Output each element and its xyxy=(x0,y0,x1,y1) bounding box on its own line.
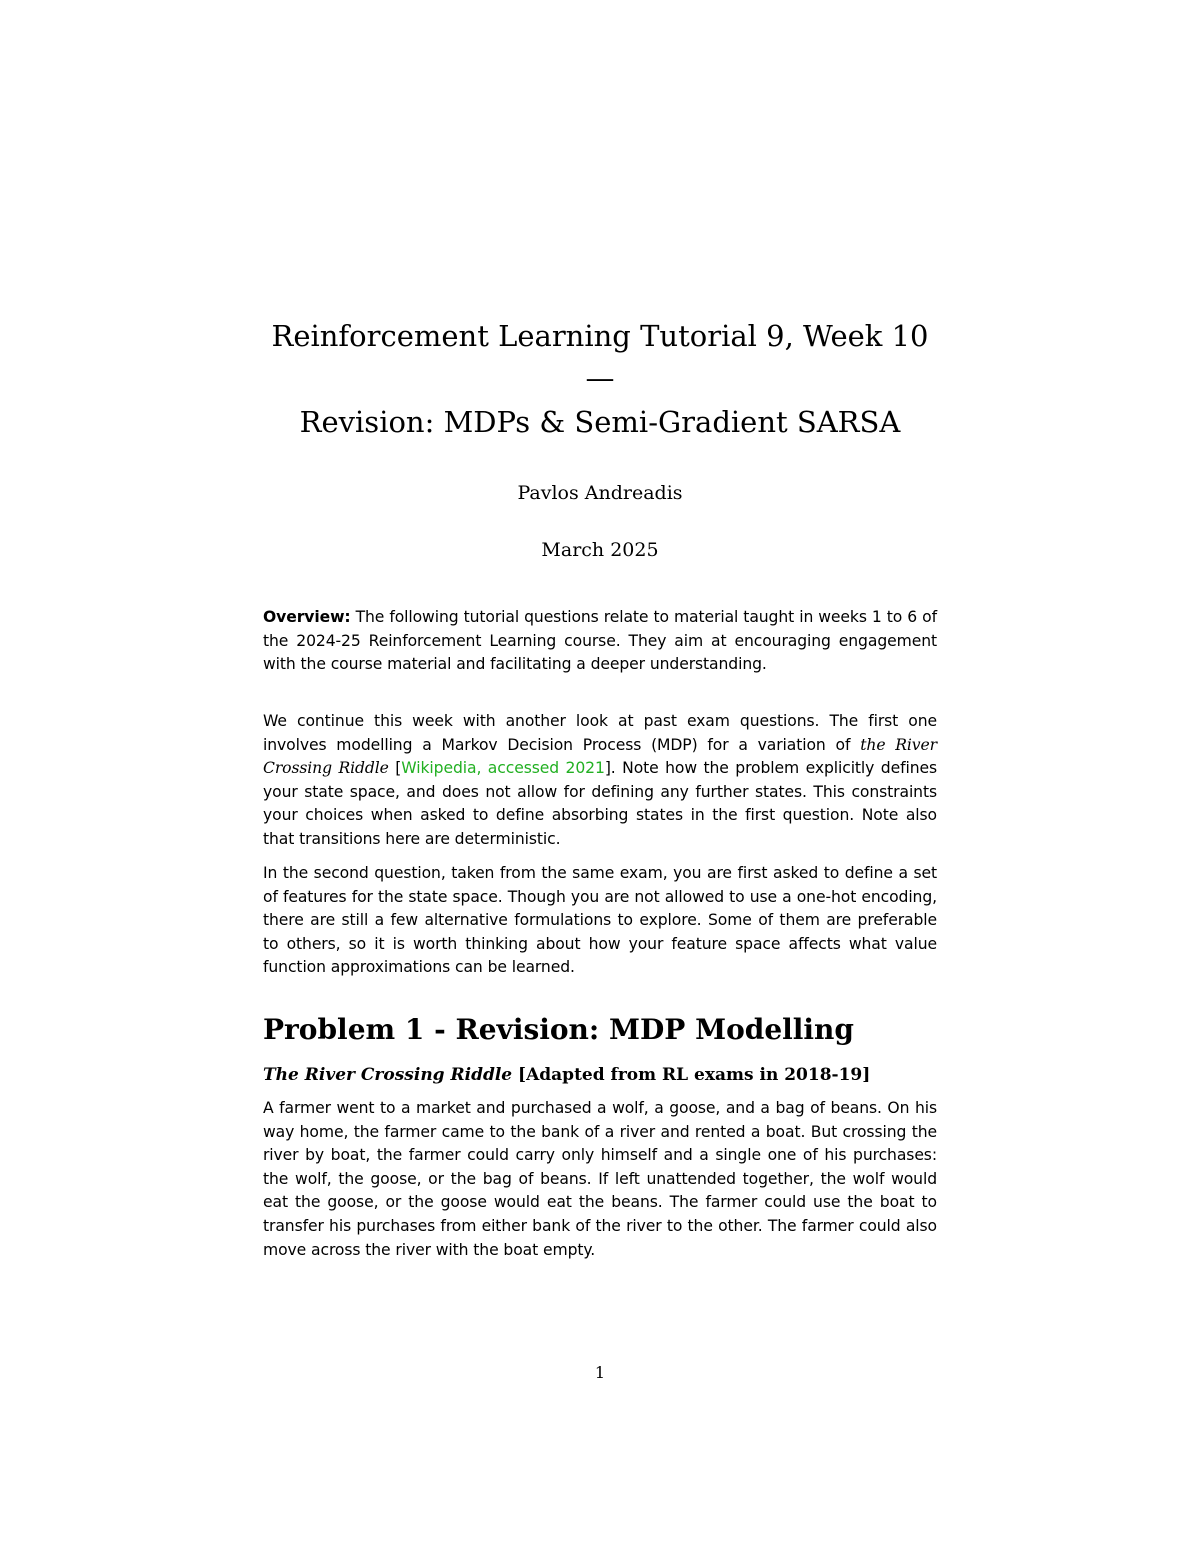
continue-paragraph xyxy=(263,710,937,852)
overview-paragraph xyxy=(263,606,937,677)
link-separator: , xyxy=(476,759,488,778)
accessed-link[interactable]: accessed 2021 xyxy=(487,759,605,778)
title-separator: — xyxy=(585,361,615,395)
riddle-subtitle: The River Crossing Riddle xyxy=(263,1065,513,1085)
second-question-paragraph: In the second question, taken from the same exam, you are first asked to define a set of features for the state space. Though you are not allowed to use a one-hot encoding, there are still a few alternative formulations to explore. Some of them are preferable to others, so it is worth thinking about how your feature space affects what value function approximations can be learned. xyxy=(263,864,937,977)
problem-1-subheading xyxy=(263,1062,937,1088)
document-title-line1: Reinforcement Learning Tutorial 9, Week 10 xyxy=(271,319,929,353)
body-column xyxy=(263,0,937,1340)
document-date: March 2025 xyxy=(541,539,659,561)
bracket-close: ] xyxy=(604,759,611,778)
wikipedia-link[interactable]: Wikipedia xyxy=(401,759,477,778)
continue-text-after: . Note how the problem explicitly defines your state space, and does not allow for defining any further states. This constraints your choices when asked to define absorbing states in the first question. Note also that transitions here are deterministic. xyxy=(263,759,938,848)
riddle-name: the River Crossing Riddle xyxy=(263,735,937,778)
problem-1-heading: Problem 1 - Revision: MDP Modelling xyxy=(263,1013,854,1046)
riddle-source: [Adapted from RL exams in 2018-19] xyxy=(512,1065,871,1085)
document-title-line2: Revision: MDPs & Semi-Gradient SARSA xyxy=(299,405,901,439)
overview-label: Overview: xyxy=(263,608,351,626)
riddle-paragraph: A farmer went to a market and purchased a wolf, a goose, and a bag of beans. On his way home, the farmer came to the bank of a river and rented a boat. But crossing the river by boat, the farmer could carry only himself and a single one of his purchases: the wolf, the goose, or the bag of beans. If left unattended together, the wolf would eat the goose, or the goose would eat the beans. The farmer could use the boat to transfer his purchases from either bank of the river to the other. The farmer could also move across the river with the boat empty. xyxy=(263,1099,937,1259)
bracket-open: [ xyxy=(388,759,402,778)
continue-text-before: We continue this week with another look at past exam questions. The first one involves modelling a Markov Decision Process (MDP) for a variation of xyxy=(263,712,937,754)
author-name: Pavlos Andreadis xyxy=(517,482,683,504)
page-number: 1 xyxy=(594,1363,606,1382)
overview-text: The following tutorial questions relate to material taught in weeks 1 to 6 of the 2024-25 Reinforcement Learning course. They aim at encouraging engagement with the course material and facilitating a deeper understanding. xyxy=(263,608,937,674)
